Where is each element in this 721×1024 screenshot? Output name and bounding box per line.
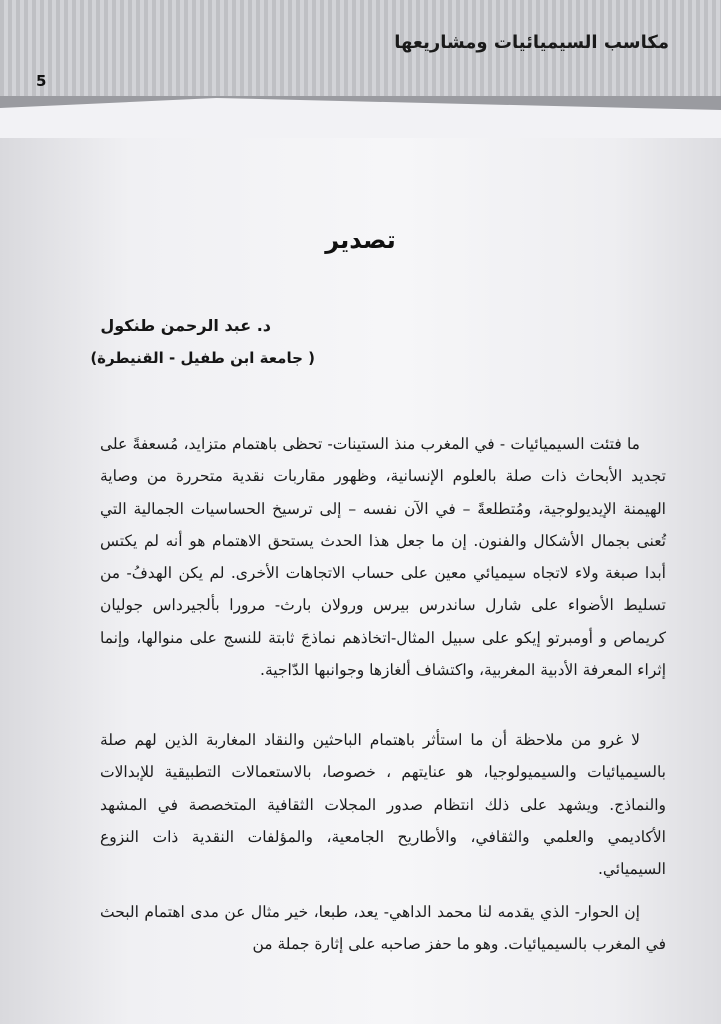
book-title: مكاسب السيميائيات ومشاريعها bbox=[394, 32, 669, 53]
chapter-title: تصدير bbox=[325, 226, 396, 254]
paragraph-text: لا غرو من ملاحظة أن ما استأثر باهتمام الباحثين والنقاد المغاربة الذين لهم صلة بالسيميائيات والسيميولوجيا، هو عنايتهم ، خصوصا، بالاستعمالات التطبيقية للإبدالات والنماذج. ويشهد على ذلك انتظام صدور المجلات الثقافية المتخصصة في المشهد الأكاديمي والعلمي والثقافي، والأطاريح الجامعية، والمؤلفات النقدية ذات النزوع السيميائي. bbox=[100, 731, 666, 879]
paragraph-2 bbox=[100, 724, 666, 885]
author-affiliation: ( جامعة ابن طفيل - القنيطرة) bbox=[90, 349, 315, 367]
paragraph-3 bbox=[100, 896, 666, 961]
author-name: د. عبد الرحمن طنكول bbox=[100, 316, 271, 335]
page-header bbox=[0, 0, 721, 108]
page-number: 5 bbox=[36, 72, 47, 90]
paragraph-1 bbox=[100, 428, 666, 686]
paragraph-text: إن الحوار- الذي يقدمه لنا محمد الداهي- يعد، طبعا، خير مثال عن مدى اهتمام البحث في المغرب بالسيميائيات. وهو ما حفز صاحبه على إثارة جملة من bbox=[100, 903, 666, 954]
paragraph-text: ما فتئت السيميائيات - في المغرب منذ الستينات- تحظى باهتمام متزايد، مُسعفةً على تجديد الأبحاث ذات صلة بالعلوم الإنسانية، وظهور مقاربات نقدية متحررة من وصاية الهيمنة الإيديولوجية، ومُتطلعةً – في الآن نفسه – إلى ترسيخ الحساسيات الجمالية التي تُعنى بجمال الأشكال والفنون. إن ما جعل هذا الحدث يستحق الاهتمام هو أنه لم يكتس أبدا صبغة ولاء لاتجاه سيميائي معين على حساب الاتجاهات الأخرى. لم يكن الهدفُ- من تسليط الأضواء على شارل ساندرس بيرس ورولان بارث- مرورا بألجيرداس جوليان كريماص و أومبرتو إيكو على سبيل المثال-اتخاذهم نماذجَ ثابتة للنسج على منوالها، وإنما إثراء المعرفة الأدبية المغربية، واكتشاف ألغازها وجوانبها الدّاجية. bbox=[100, 435, 666, 680]
